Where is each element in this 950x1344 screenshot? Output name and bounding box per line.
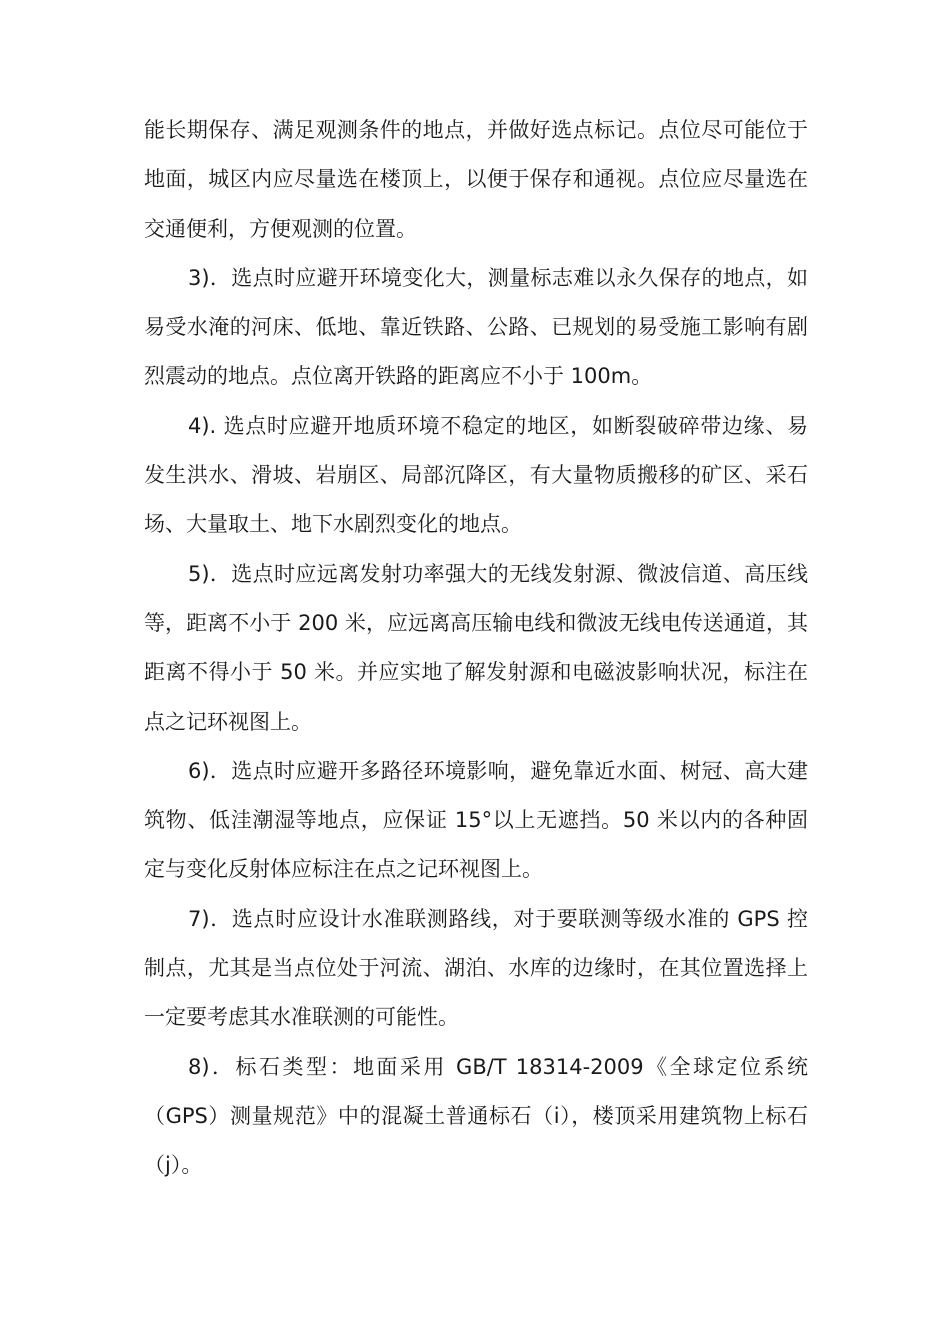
document-body bbox=[144, 106, 808, 1191]
paragraph-item-8: 8)．标石类型：地面采用 GB/T 18314-2009《全球定位系统（GPS）测量规范》中的混凝土普通标石（i），楼顶采用建筑物上标石（j）。 bbox=[144, 1054, 808, 1178]
paragraph-item-4: 4). 选点时应避开地质环境不稳定的地区，如断裂破碎带边缘、易发生洪水、滑坡、岩崩区、局部沉降区，有大量物质搬移的矿区、采石场、大量取土、地下水剧烈变化的地点。 bbox=[144, 413, 808, 537]
paragraph-item-5: 5)．选点时应远离发射功率强大的无线发射源、微波信道、高压线等，距离不小于 200 米，应远离高压输电线和微波无线电传送通道，其距离不得小于 50 米。并应实地了解发射源和电磁波影响状况，标注在点之记环视图上。 bbox=[144, 561, 808, 734]
paragraph-continuation: 能长期保存、满足观测条件的地点，并做好选点标记。点位尽可能位于地面，城区内应尽量选在楼顶上，以便于保存和通视。点位应尽量选在交通便利，方便观测的位置。 bbox=[144, 118, 808, 241]
paragraph-item-7: 7)．选点时应设计水准联测路线，对于要联测等级水准的 GPS 控制点，尤其是当点位处于河流、湖泊、水库的边缘时，在其位置选择上一定要考虑其水准联测的可能性。 bbox=[144, 906, 808, 1030]
paragraph-item-3: 3)．选点时应避开环境变化大，测量标志难以永久保存的地点，如易受水淹的河床、低地、靠近铁路、公路、已规划的易受施工影响有剧烈震动的地点。点位离开铁路的距离应不小于 100m。 bbox=[144, 265, 808, 389]
paragraph-item-6: 6)．选点时应避开多路径环境影响，避免靠近水面、树冠、高大建筑物、低洼潮湿等地点，应保证 15°以上无遮挡。50 米以内的各种固定与变化反射体应标注在点之记环视图上。 bbox=[144, 758, 808, 882]
